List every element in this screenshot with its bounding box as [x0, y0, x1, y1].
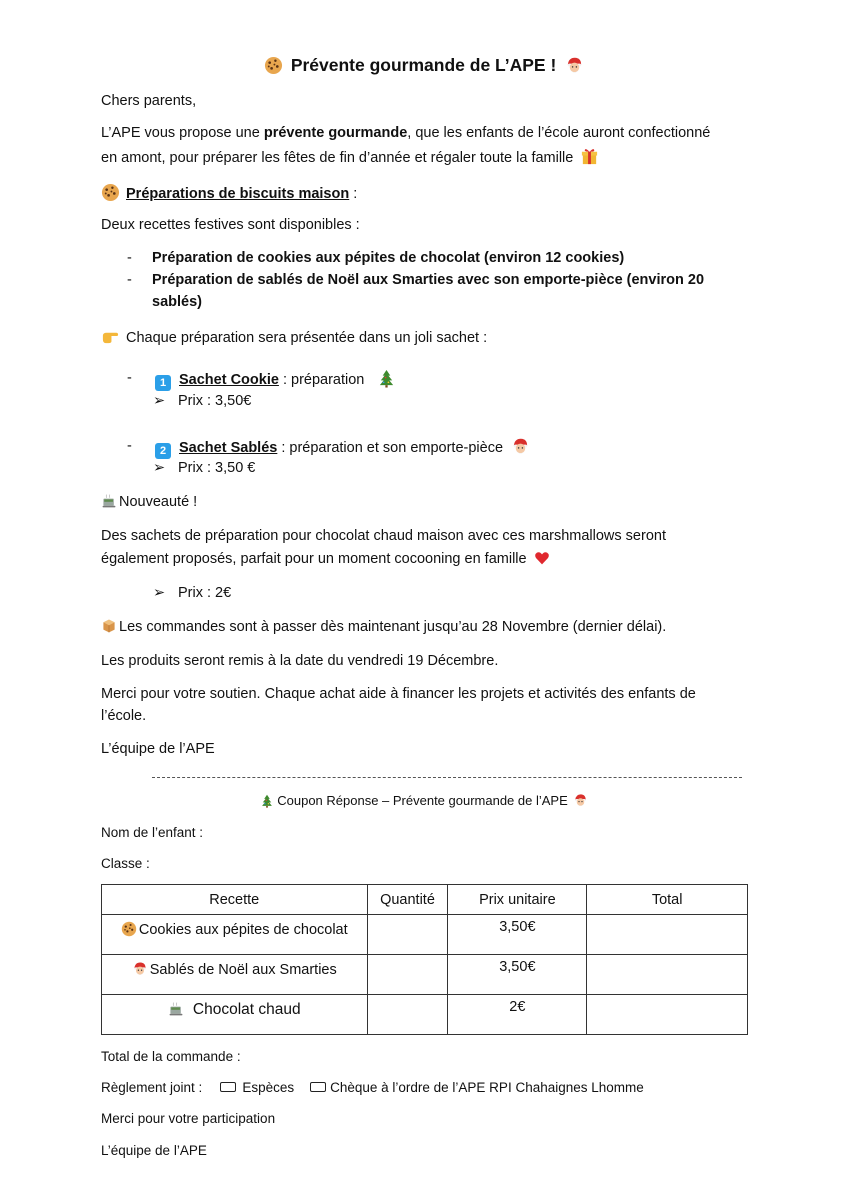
order-table: [101, 884, 748, 1035]
table-row: [102, 955, 748, 995]
table-row: [102, 915, 748, 955]
recipe-cell: Chocolat chaud: [102, 995, 368, 1035]
recipe-cell: Cookies aux pépites de chocolat: [102, 915, 368, 955]
intro-line-2: en amont, pour préparer les fêtes de fin d’année et régaler toute la famille: [101, 147, 599, 167]
orders-deadline: Les commandes sont à passer dès maintenant jusqu’au 28 Novembre (dernier délai).: [101, 618, 666, 636]
column-header: Quantité: [367, 885, 448, 915]
column-header: Recette: [102, 885, 368, 915]
payment-row: [101, 1079, 644, 1097]
page-title: [0, 54, 848, 76]
hot-beverage-icon: [101, 493, 117, 509]
unit-price-cell: 2€: [448, 995, 587, 1035]
payment-label: Règlement joint :: [101, 1080, 203, 1095]
sachet-intro: Chaque préparation sera présentée dans un joli sachet :: [101, 327, 487, 347]
gift-icon: [580, 147, 599, 166]
keycap-2-icon: 2: [155, 443, 171, 459]
title-text: Prévente gourmande de L’APE !: [290, 55, 557, 75]
list-bullet: -: [127, 438, 132, 454]
cookie-icon: [101, 183, 120, 202]
sachet-sables-price: Prix : 3,50 €: [178, 460, 256, 476]
pointing-hand-icon: [101, 327, 120, 346]
nouveaute-line-1: Des sachets de préparation pour chocolat chaud maison avec ces marshmallows seront: [101, 528, 666, 544]
order-total-label: Total de la commande :: [101, 1049, 241, 1064]
santa-icon: [573, 793, 588, 808]
santa-icon: [132, 961, 148, 977]
recipes-intro: Deux recettes festives sont disponibles :: [101, 217, 360, 233]
total-cell[interactable]: [587, 995, 748, 1035]
recipe-item: Préparation de sablés de Noël aux Smarties avec son emporte-pièce (environ 20: [152, 272, 705, 288]
quantity-cell[interactable]: [367, 995, 448, 1035]
cash-checkbox[interactable]: [220, 1082, 236, 1092]
cash-option-label: Espèces: [242, 1080, 295, 1095]
column-header: Prix unitaire: [448, 885, 587, 915]
list-bullet: -: [127, 370, 132, 386]
recipe-cell: Sablés de Noël aux Smarties: [102, 955, 368, 995]
christmas-tree-icon: [260, 794, 274, 808]
list-bullet: -: [127, 250, 132, 266]
cookie-icon: [264, 56, 283, 75]
coupon-title: Coupon Réponse – Prévente gourmande de l’APE: [0, 792, 848, 810]
arrow-bullet-icon: ➢: [153, 393, 166, 409]
cookie-icon: [121, 921, 137, 937]
unit-price-cell: 3,50€: [448, 915, 587, 955]
thanks-line-2: l’école.: [101, 708, 147, 724]
coupon-closing: Merci pour votre participation: [101, 1111, 276, 1126]
thanks-line-1: Merci pour votre soutien. Chaque achat aide à financer les projets et activités des enfants de: [101, 686, 696, 702]
cheque-option-label: Chèque à l’ordre de l’APE RPI Chahaignes Lhomme: [330, 1080, 644, 1095]
delivery-date: Les produits seront remis à la date du vendredi 19 Décembre.: [101, 653, 499, 669]
recipe-item: Préparation de cookies aux pépites de chocolat (environ 12 cookies): [152, 250, 625, 266]
sachet-cookie: 1 Sachet Cookie : préparation: [155, 369, 396, 391]
coupon-signature: L’équipe de l’APE: [101, 1143, 207, 1158]
nouveaute-price: Prix : 2€: [178, 585, 232, 601]
cut-line-divider: [152, 777, 742, 778]
hot-beverage-icon: [168, 1001, 184, 1017]
total-cell[interactable]: [587, 915, 748, 955]
cheque-checkbox[interactable]: [310, 1082, 326, 1092]
quantity-cell[interactable]: [367, 955, 448, 995]
nouveaute-heading: Nouveauté !: [101, 493, 197, 511]
signature: L’équipe de l’APE: [101, 741, 215, 757]
keycap-1-icon: 1: [155, 375, 171, 391]
unit-price-cell: 3,50€: [448, 955, 587, 995]
santa-icon: [565, 56, 584, 75]
recipe-item-continued: sablés): [152, 294, 202, 310]
table-row: [102, 995, 748, 1035]
arrow-bullet-icon: ➢: [153, 585, 166, 601]
sachet-cookie-price: Prix : 3,50€: [178, 393, 252, 409]
intro-highlight: prévente gourmande: [263, 125, 408, 141]
total-cell[interactable]: [587, 955, 748, 995]
santa-icon: [511, 437, 530, 456]
sachet-sables: 2 Sachet Sablés : préparation et son emporte-pièce: [155, 437, 530, 459]
quantity-cell[interactable]: [367, 915, 448, 955]
intro-line-1: L’APE vous propose une prévente gourmande, que les enfants de l’école auront confectionné: [101, 125, 711, 141]
package-icon: [101, 618, 117, 634]
class-field-label: Classe :: [101, 856, 150, 871]
red-heart-icon: [534, 550, 550, 566]
table-header-row: [102, 885, 748, 915]
nouveaute-line-2: également proposés, parfait pour un moment cocooning en famille: [101, 550, 550, 568]
christmas-tree-icon: [377, 369, 396, 388]
child-name-field-label: Nom de l’enfant :: [101, 825, 204, 840]
biscuits-heading: Préparations de biscuits maison :: [101, 183, 357, 203]
arrow-bullet-icon: ➢: [153, 460, 166, 476]
column-header: Total: [587, 885, 748, 915]
list-bullet: -: [127, 272, 132, 288]
greeting: Chers parents,: [101, 93, 197, 109]
